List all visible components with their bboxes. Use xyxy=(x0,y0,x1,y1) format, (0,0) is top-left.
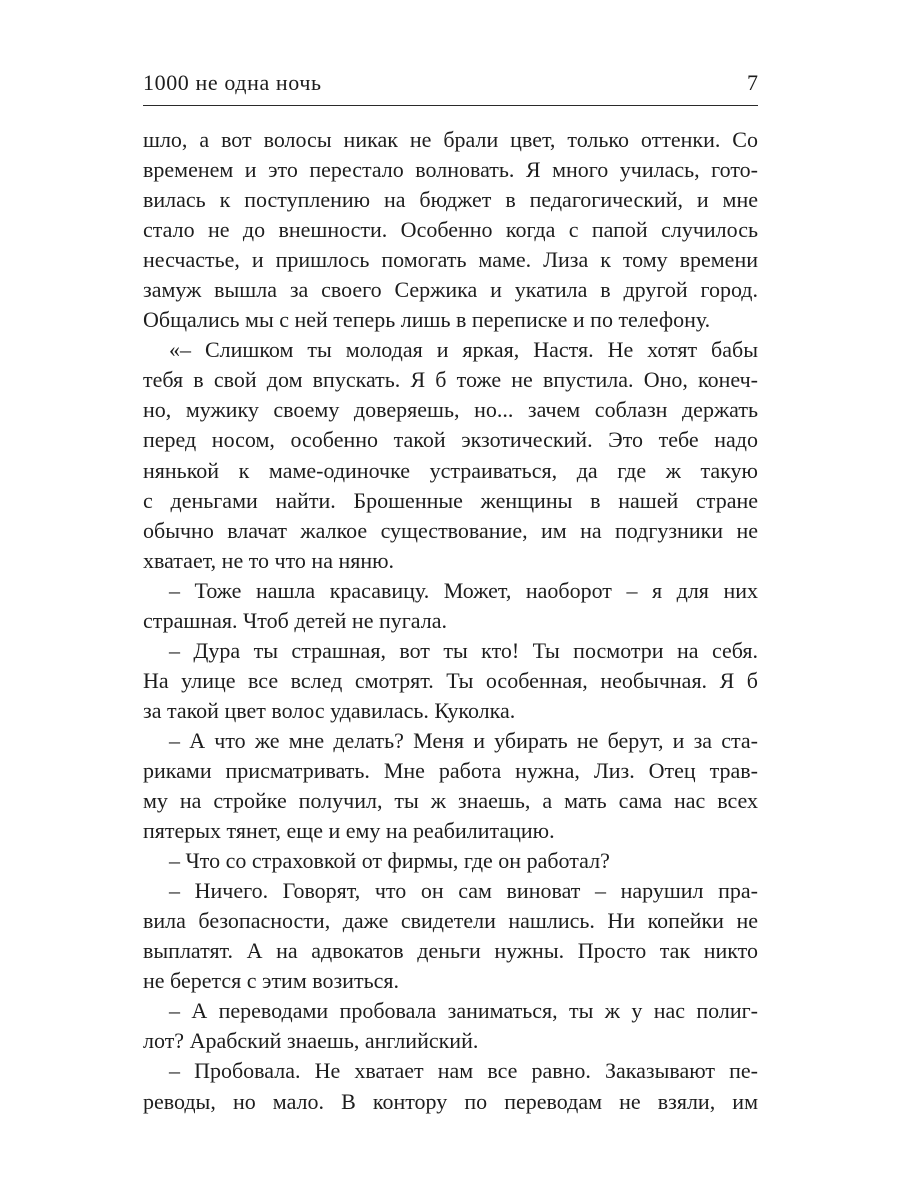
text-line: – Пробовала. Не хватает нам все равно. Заказывают пе- xyxy=(169,1058,758,1084)
text-line: лот? Арабский знаешь, английский. xyxy=(143,1028,479,1054)
text-line: – А переводами пробовала заниматься, ты ж у нас полиг- xyxy=(169,998,758,1024)
text-line: с деньгами найти. Брошенные женщины в нашей стране xyxy=(143,487,758,513)
text-line: реводы, но мало. В контору по переводам не взяли, им xyxy=(143,1088,758,1114)
text-line: риками присматривать. Мне работа нужна, Лиз. Отец трав- xyxy=(143,757,758,783)
text-line: стало не до внешности. Особенно когда с папой случилось xyxy=(143,217,758,243)
text-line: вилась к поступлению на бюджет в педагогический, и мне xyxy=(143,187,758,213)
text-line: – Что со страховкой от фирмы, где он работал? xyxy=(169,848,610,874)
text-line: пятерых тянет, еще и ему на реабилитацию. xyxy=(143,818,555,844)
text-line: за такой цвет волос удавилась. Куколка. xyxy=(143,697,516,723)
text-line: му на стройке получил, ты ж знаешь, а мать сама нас всех xyxy=(143,788,758,814)
text-line: не берется с этим возиться. xyxy=(143,968,399,994)
body-text xyxy=(143,125,758,1117)
text-line: – Тоже нашла красавицу. Может, наоборот – я для них xyxy=(169,577,758,603)
text-line: нянькой к маме-одиночке устраиваться, да где ж такую xyxy=(143,457,758,483)
text-line: но, мужику своему доверяешь, но... зачем соблазн держать xyxy=(143,397,758,423)
page-number: 7 xyxy=(747,70,758,95)
text-line: замуж вышла за своего Сержика и укатила в другой город. xyxy=(143,277,758,303)
text-line: несчастье, и пришлось помогать маме. Лиза к тому времени xyxy=(143,247,758,273)
text-line: обычно влачат жалкое существование, им на подгузники не xyxy=(143,517,758,543)
text-line: страшная. Чтоб детей не пугала. xyxy=(143,607,447,633)
text-line: Общались мы с ней теперь лишь в переписке и по телефону. xyxy=(143,307,711,333)
header-rule xyxy=(143,105,758,106)
text-line: выплатят. А на адвокатов деньги нужны. Просто так никто xyxy=(143,938,758,964)
text-line: хватает, не то что на няню. xyxy=(143,547,395,573)
text-line: вила безопасности, даже свидетели нашлись. Ни копейки не xyxy=(143,908,758,934)
text-line: временем и это перестало волновать. Я много училась, гото- xyxy=(143,157,758,183)
text-line: «– Слишком ты молодая и яркая, Настя. Не хотят бабы xyxy=(169,337,758,363)
text-line: – Дура ты страшная, вот ты кто! Ты посмотри на себя. xyxy=(169,637,758,663)
text-line: шло, а вот волосы никак не брали цвет, только оттенки. Со xyxy=(143,127,758,152)
running-title: 1000 не одна ночь xyxy=(143,70,322,95)
text-line: – А что же мне делать? Меня и убирать не берут, и за ста- xyxy=(169,727,758,753)
text-line: – Ничего. Говорят, что он сам виноват – нарушил пра- xyxy=(169,878,758,904)
text-line: перед носом, особенно такой экзотический. Это тебе надо xyxy=(143,427,758,453)
text-line: тебя в свой дом впускать. Я б тоже не впустила. Оно, конеч- xyxy=(143,367,758,393)
running-head xyxy=(143,68,758,98)
text-line: На улице все вслед смотрят. Ты особенная, необычная. Я б xyxy=(143,667,758,693)
